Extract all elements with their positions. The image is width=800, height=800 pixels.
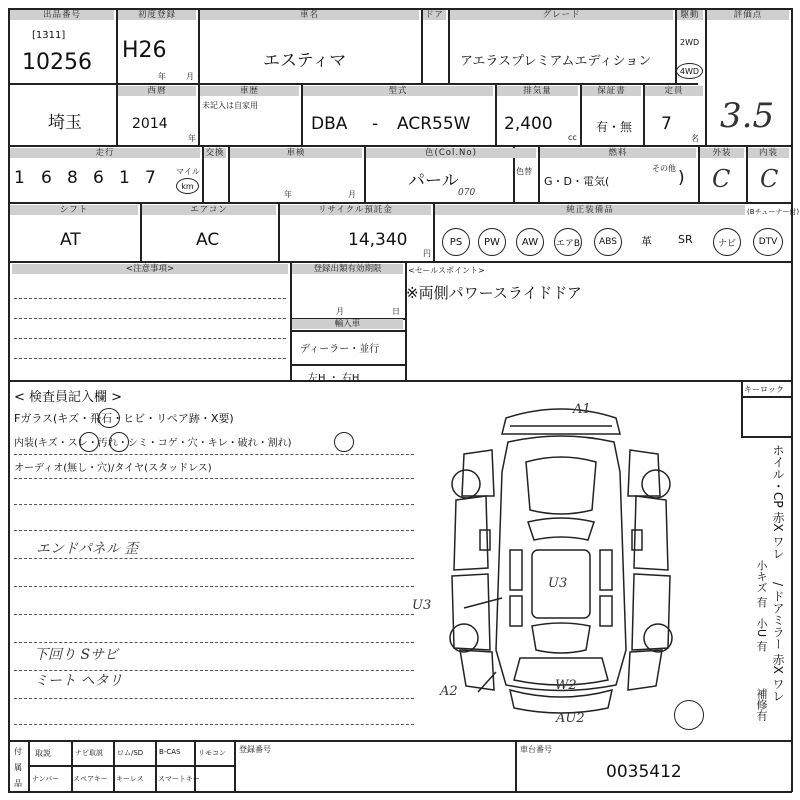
footer-item: スペアキー <box>73 775 108 783</box>
warranty-value: 有・無 <box>596 120 633 134</box>
equip-pw: PW <box>478 228 506 256</box>
lot-number: 10256 <box>22 50 92 75</box>
mileage-digits <box>14 168 174 194</box>
grid-line <box>155 740 157 792</box>
inspector-line <box>14 614 414 615</box>
import-dealer: ディーラー・並行 <box>300 344 380 355</box>
color-value: パール <box>408 171 459 191</box>
mileage-digit: 6 <box>93 168 104 188</box>
grid-line <box>8 145 792 147</box>
notes-line <box>14 318 286 319</box>
year-suffix: 年 <box>188 134 196 143</box>
keylock-label: キーロック <box>744 385 784 394</box>
grid-line <box>234 740 236 792</box>
equip-navi: ナビ <box>713 228 741 256</box>
exterior-grade: C <box>712 165 731 193</box>
inspector-line <box>14 642 414 643</box>
grid-line <box>290 330 405 332</box>
legend-wheel: ホイル・CP 赤X ワレ <box>771 444 785 560</box>
empty-circle <box>674 700 704 730</box>
notes-line <box>14 298 286 299</box>
car-name: エスティマ <box>263 51 347 71</box>
circle-mark <box>109 432 129 452</box>
year-value: 2014 <box>132 116 168 132</box>
grid-line <box>8 83 698 85</box>
car-name-label: 車名 <box>200 10 419 20</box>
auction-sheet <box>8 8 800 792</box>
import-label: 輸入車 <box>292 319 403 329</box>
fuel-close: ) <box>678 168 685 188</box>
legend-mirror: / ドアミラー 赤X ワレ <box>771 582 785 702</box>
damage-mark: A1 <box>573 402 591 417</box>
equip-abs: ABS <box>594 228 622 256</box>
shift-label: シフト <box>10 205 138 215</box>
mileage-digit: 8 <box>67 168 78 188</box>
capacity-unit: 名 <box>691 134 699 143</box>
circle-mark <box>98 408 120 428</box>
capacity-value: 7 <box>661 114 672 134</box>
legend-repair: 補修有 <box>755 688 768 721</box>
grid-line <box>28 765 234 767</box>
grid-line <box>8 261 792 263</box>
equip-leather: 革 <box>641 235 652 248</box>
grid-line <box>290 364 405 366</box>
grid-line <box>8 8 10 792</box>
equipment-label: 純正装備品 <box>435 205 745 215</box>
first-reg-label: 初度登録 <box>118 10 196 20</box>
lot-no-label: 出品番号 <box>10 10 114 20</box>
equip-sunroof: SR <box>678 233 693 246</box>
grid-line <box>791 8 793 792</box>
recycle-label: リサイクル預託金 <box>280 205 431 215</box>
inspection-month: 月 <box>348 190 356 199</box>
footer-item: B-CAS <box>159 748 181 756</box>
circle-mark <box>79 432 99 452</box>
color-label: 色(Col.No) <box>366 148 536 158</box>
footer-item: ロム/SD <box>117 749 144 757</box>
footer-side-label-1: 付 <box>14 747 22 756</box>
inspection-year: 年 <box>284 190 292 199</box>
footer-item: ナンバー <box>32 775 60 783</box>
inspector-line <box>14 530 414 531</box>
displacement-value: 2,400 <box>504 114 553 134</box>
grade-value: アエラスプレミアムエディション <box>460 54 652 69</box>
inspector-line <box>14 724 414 725</box>
equip-ps: PS <box>442 228 470 256</box>
registration-label: 登録番号 <box>239 745 271 754</box>
inspector-line <box>14 504 414 505</box>
mileage-digit: 1 <box>14 168 25 188</box>
fuel-other-label: その他 <box>652 164 676 173</box>
inspector-line-1: Fガラス(キズ・飛石・ヒビ・リペア跡・X要) <box>14 412 234 425</box>
mileage-unit-mile: マイル <box>176 167 200 176</box>
damage-mark: A2 <box>440 684 458 699</box>
footer-side-label-3: 品 <box>14 779 22 788</box>
history-note: 未記入は自家用 <box>202 101 258 110</box>
sales-point: ※両側パワースライドドア <box>406 284 582 302</box>
notes-label: <注意事項> <box>12 264 288 274</box>
color-change-label: 色替 <box>516 167 532 176</box>
aircon-label: エアコン <box>142 205 276 215</box>
model-prefix: DBA <box>311 114 348 134</box>
recycle-unit: 円 <box>423 249 431 258</box>
tuner-label: (Bチューナー付) <box>747 208 800 216</box>
footer-item: 取説 <box>35 749 51 758</box>
grid-line <box>8 202 792 204</box>
era-year: H26 <box>122 38 167 63</box>
interior-label: 内装 <box>748 148 789 158</box>
mileage-digit: 1 <box>119 168 130 188</box>
mileage-unit-km: km <box>176 178 199 194</box>
handwritten-note-2: 下回り Sサビ <box>34 647 119 663</box>
inspector-line <box>14 558 414 559</box>
sales-point-label: <セールスポイント> <box>408 266 485 275</box>
notes-line <box>14 338 286 339</box>
legend-small-u: 小U 有 <box>755 618 768 652</box>
inspector-line <box>14 454 414 455</box>
grid-line <box>194 740 196 792</box>
era-nen: 年 <box>158 72 166 81</box>
color-code: 070 <box>458 188 476 198</box>
damage-mark: U3 <box>548 576 568 591</box>
grid-line <box>113 740 115 792</box>
inspector-line <box>14 698 414 699</box>
damage-mark: W2 <box>555 678 577 693</box>
grid-line <box>741 396 792 398</box>
inspector-line <box>14 586 414 587</box>
handwritten-note-1: エンドパネル 歪 <box>36 541 139 557</box>
damage-mark: U3 <box>412 598 432 613</box>
grid-line <box>8 791 792 793</box>
score-value: 3.5 <box>720 96 775 136</box>
import-side: 左H ・ 右H <box>308 373 360 384</box>
inspector-line-2: 内装(キズ・スレ・汚れ・シミ・コゲ・穴・キレ・破れ・割れ) <box>14 438 292 449</box>
warranty-label: 保証書 <box>582 86 641 96</box>
meter-change-label: 交換 <box>205 148 225 158</box>
footer-item: スマートキー <box>158 775 200 783</box>
drive-4wd: 4WD <box>676 63 703 79</box>
equip-dtv: DTV <box>753 228 783 256</box>
grid-line <box>515 740 517 792</box>
inspector-label: < 検査員記入欄 > <box>14 390 123 405</box>
tax-label: 登録出類有効期限 <box>292 264 403 274</box>
prefecture: 埼玉 <box>48 113 82 133</box>
door-label: ドア <box>423 10 446 20</box>
notes-line <box>14 358 286 359</box>
grid-line <box>8 380 792 382</box>
exterior-label: 外装 <box>700 148 744 158</box>
history-label: 車歴 <box>200 86 299 96</box>
footer-side-label-2: 属 <box>14 763 22 772</box>
displacement-label: 排気量 <box>497 86 578 96</box>
grid-line <box>8 740 792 742</box>
grade-label: グレード <box>450 10 673 20</box>
model-code: ACR55W <box>397 114 471 134</box>
displacement-unit: cc <box>568 133 577 142</box>
chassis-label: 車台番号 <box>520 745 552 754</box>
mileage-label: 走行 <box>10 148 200 158</box>
capacity-label: 定員 <box>645 86 703 96</box>
equip-airbag: エアB <box>554 228 582 256</box>
model-label: 型式 <box>303 86 493 96</box>
fuel-value: G・D・電気( <box>544 175 610 188</box>
era-tsuki: 月 <box>186 72 194 81</box>
recycle-value: 14,340 <box>348 230 408 250</box>
lot-code: [1311] <box>32 30 66 41</box>
mileage-digit: 7 <box>145 168 156 188</box>
drive-2wd: 2WD <box>680 38 700 47</box>
drive-label: 駆動 <box>677 10 703 20</box>
aircon-value: AC <box>196 230 220 250</box>
grid-line <box>741 380 743 436</box>
footer-item: リモコン <box>198 749 226 757</box>
fuel-label: 燃料 <box>540 148 696 158</box>
handwritten-note-3: ミート ヘタリ <box>34 673 123 689</box>
tax-month: 月 <box>336 307 344 316</box>
inspector-line-3: オーディオ(無し・穴)/タイヤ(スタッドレス) <box>14 463 212 474</box>
inspector-line <box>14 478 414 479</box>
inspection-label: 車検 <box>230 148 362 158</box>
grid-line <box>705 8 707 145</box>
damage-mark: AU2 <box>556 711 585 726</box>
footer-item: キーレス <box>116 775 144 783</box>
grid-line <box>71 740 73 792</box>
circle-mark <box>334 432 354 452</box>
western-year-label: 西暦 <box>118 86 196 96</box>
grid-line <box>116 8 118 145</box>
shift-value: AT <box>60 230 81 250</box>
grid-line <box>741 436 792 438</box>
mileage-digit: 6 <box>41 168 52 188</box>
grid-line <box>405 261 407 380</box>
model-dash: - <box>372 114 379 134</box>
interior-grade: C <box>760 165 779 193</box>
legend-small-scratch: 小キズ 有 <box>755 560 768 608</box>
score-label: 評価点 <box>707 10 789 20</box>
chassis-number: 0035412 <box>606 762 682 782</box>
equip-aw: AW <box>516 228 544 256</box>
tax-day: 日 <box>392 307 400 316</box>
footer-item: ナビ取説 <box>75 749 103 757</box>
